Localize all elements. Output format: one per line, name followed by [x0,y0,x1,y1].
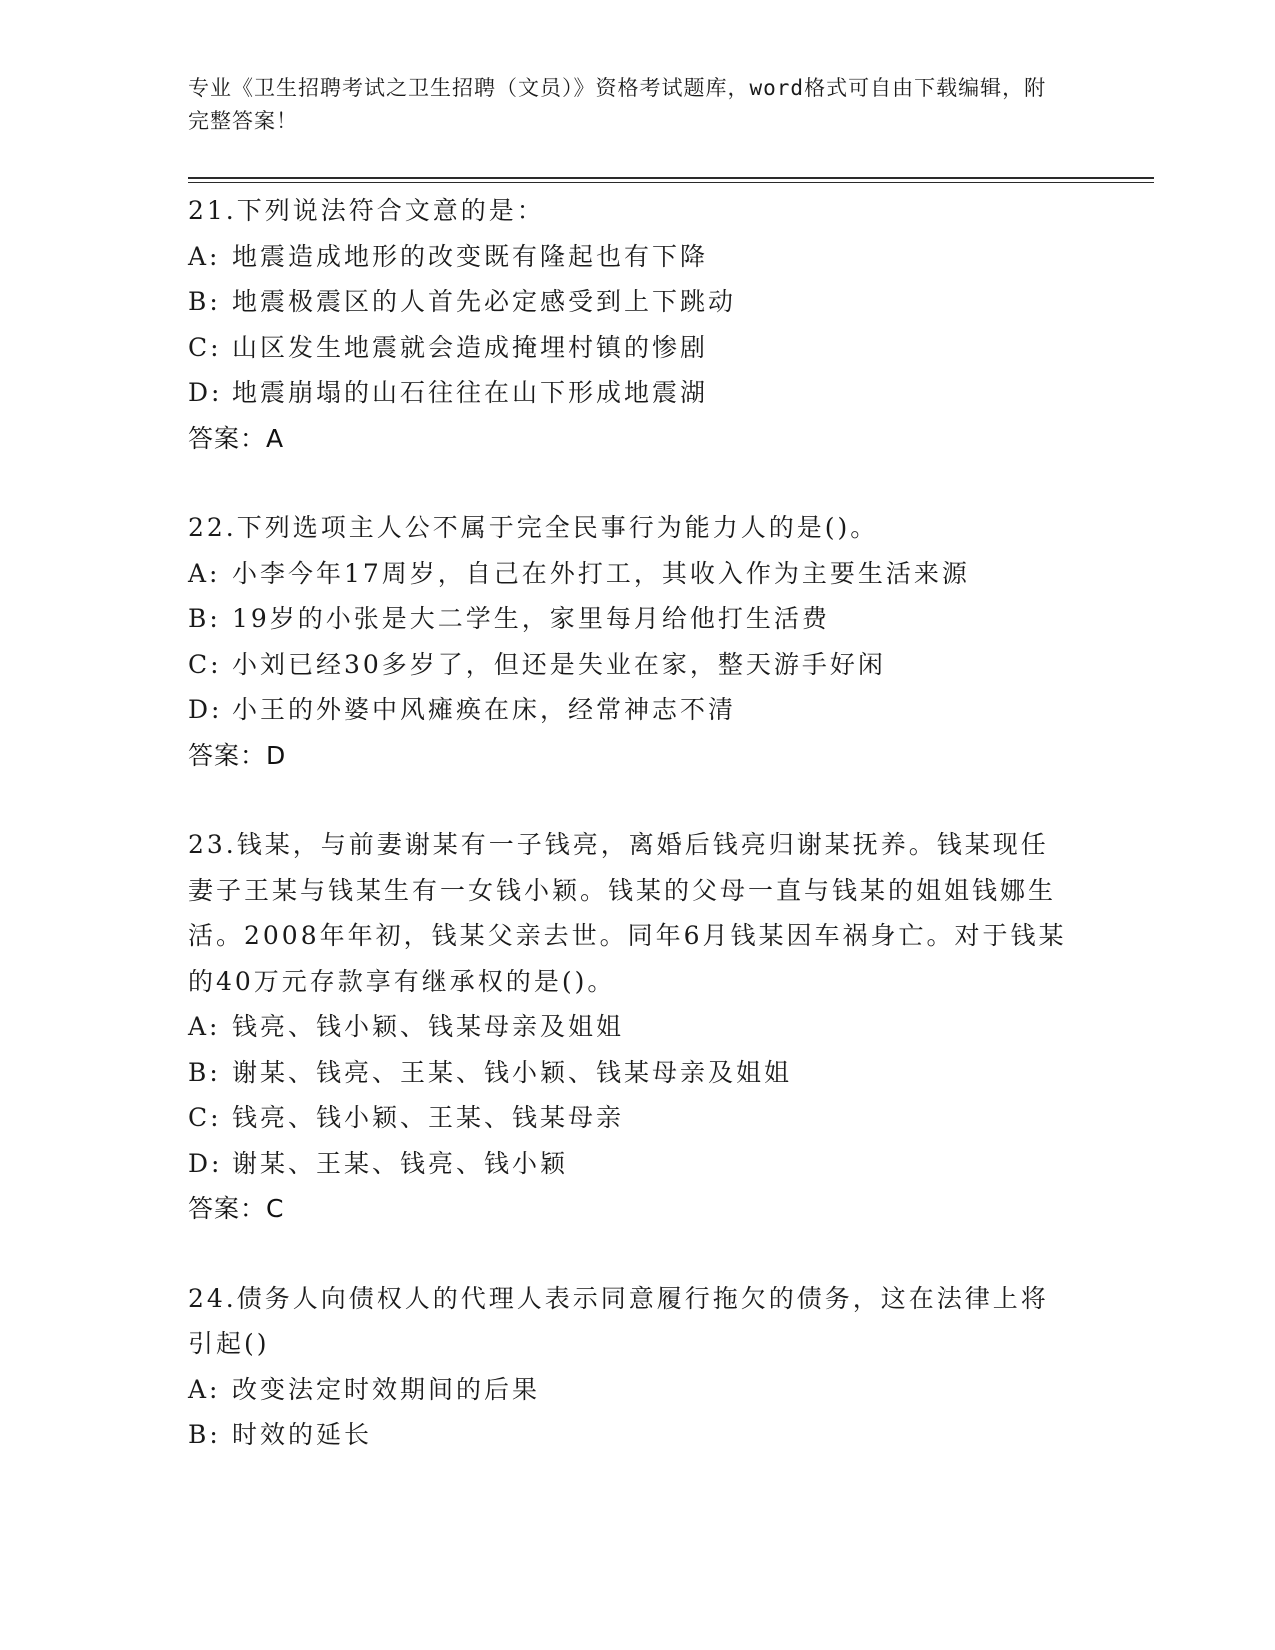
option-key: D: [188,695,223,724]
option-key: A: [188,241,221,271]
option-text: 时效的延长 [232,1420,373,1449]
option-key: D: [188,1148,223,1178]
question-22 [188,505,1088,778]
option-d [188,370,1088,416]
option-b [188,1050,1088,1096]
option-c [188,1095,1088,1141]
question-stem: 23.钱某，与前妻谢某有一子钱亮，离婚后钱亮归谢某抚养。钱某现任妻子王某与钱某生有一女钱小颖。钱某的父母一直与钱某的姐姐钱娜生活。2008年年初，钱某父亲去世。同年6月钱某因车祸身亡。对于钱某的40万元存款享有继承权的是()。 [188,830,1067,996]
option-key: A: [188,558,221,588]
option-b [188,279,1088,325]
question-stem: 24.债务人向债权人的代理人表示同意履行拖欠的债务，这在法律上将引起() [188,1283,1049,1358]
option-key: C: [188,649,222,679]
option-key: C: [188,332,222,362]
option-key: B: [188,604,221,633]
option-d [188,1141,1088,1187]
header-note: 专业《卫生招聘考试之卫生招聘（文员）》资格考试题库，word格式可自由下载编辑，附完整答案！ [188,76,1047,133]
answer-line: 答案：C [188,1194,285,1223]
option-text: 小李今年17周岁，自己在外打工，其收入作为主要生活来源 [232,558,970,588]
option-text: 地震崩塌的山石往往在山下形成地震湖 [232,378,709,407]
answer-line: 答案：D [188,740,287,770]
option-a [188,551,1088,597]
header-divider-thin [188,182,1154,183]
option-text: 山区发生地震就会造成掩埋村镇的惨剧 [232,332,709,362]
option-b [188,1412,1088,1458]
question-list [188,188,1088,1502]
question-24 [188,1276,1088,1458]
option-text: 谢某、王某、钱亮、钱小颖 [232,1148,569,1178]
question-23 [188,822,1088,1232]
option-text: 小王的外婆中风瘫痪在床，经常神志不清 [232,695,737,724]
option-key: B: [188,287,221,316]
option-key: A: [188,1374,221,1404]
option-key: D: [188,378,223,407]
option-text: 19岁的小张是大二学生，家里每月给他打生活费 [232,604,830,633]
option-text: 地震造成地形的改变既有隆起也有下降 [232,241,709,271]
header-divider-thick [188,177,1154,179]
option-text: 改变法定时效期间的后果 [232,1374,541,1404]
question-stem: 22.下列选项主人公不属于完全民事行为能力人的是()。 [188,513,879,542]
option-a [188,1004,1088,1050]
option-c [188,325,1088,371]
option-key: B: [188,1420,221,1449]
option-text: 谢某、钱亮、王某、钱小颖、钱某母亲及姐姐 [232,1057,793,1087]
question-stem: 21.下列说法符合文意的是： [188,196,545,225]
option-key: A: [188,1012,221,1041]
option-b [188,596,1088,642]
option-text: 小刘已经30多岁了，但还是失业在家，整天游手好闲 [232,649,886,679]
option-key: B: [188,1057,221,1087]
option-a [188,234,1088,280]
option-text: 地震极震区的人首先必定感受到上下跳动 [232,287,737,316]
question-21 [188,188,1088,461]
option-text: 钱亮、钱小颖、王某、钱某母亲 [232,1103,625,1132]
option-d [188,687,1088,733]
option-a [188,1367,1088,1413]
option-c [188,642,1088,688]
answer-line: 答案：A [188,423,285,453]
option-key: C: [188,1103,222,1132]
option-text: 钱亮、钱小颖、钱某母亲及姐姐 [232,1012,625,1041]
